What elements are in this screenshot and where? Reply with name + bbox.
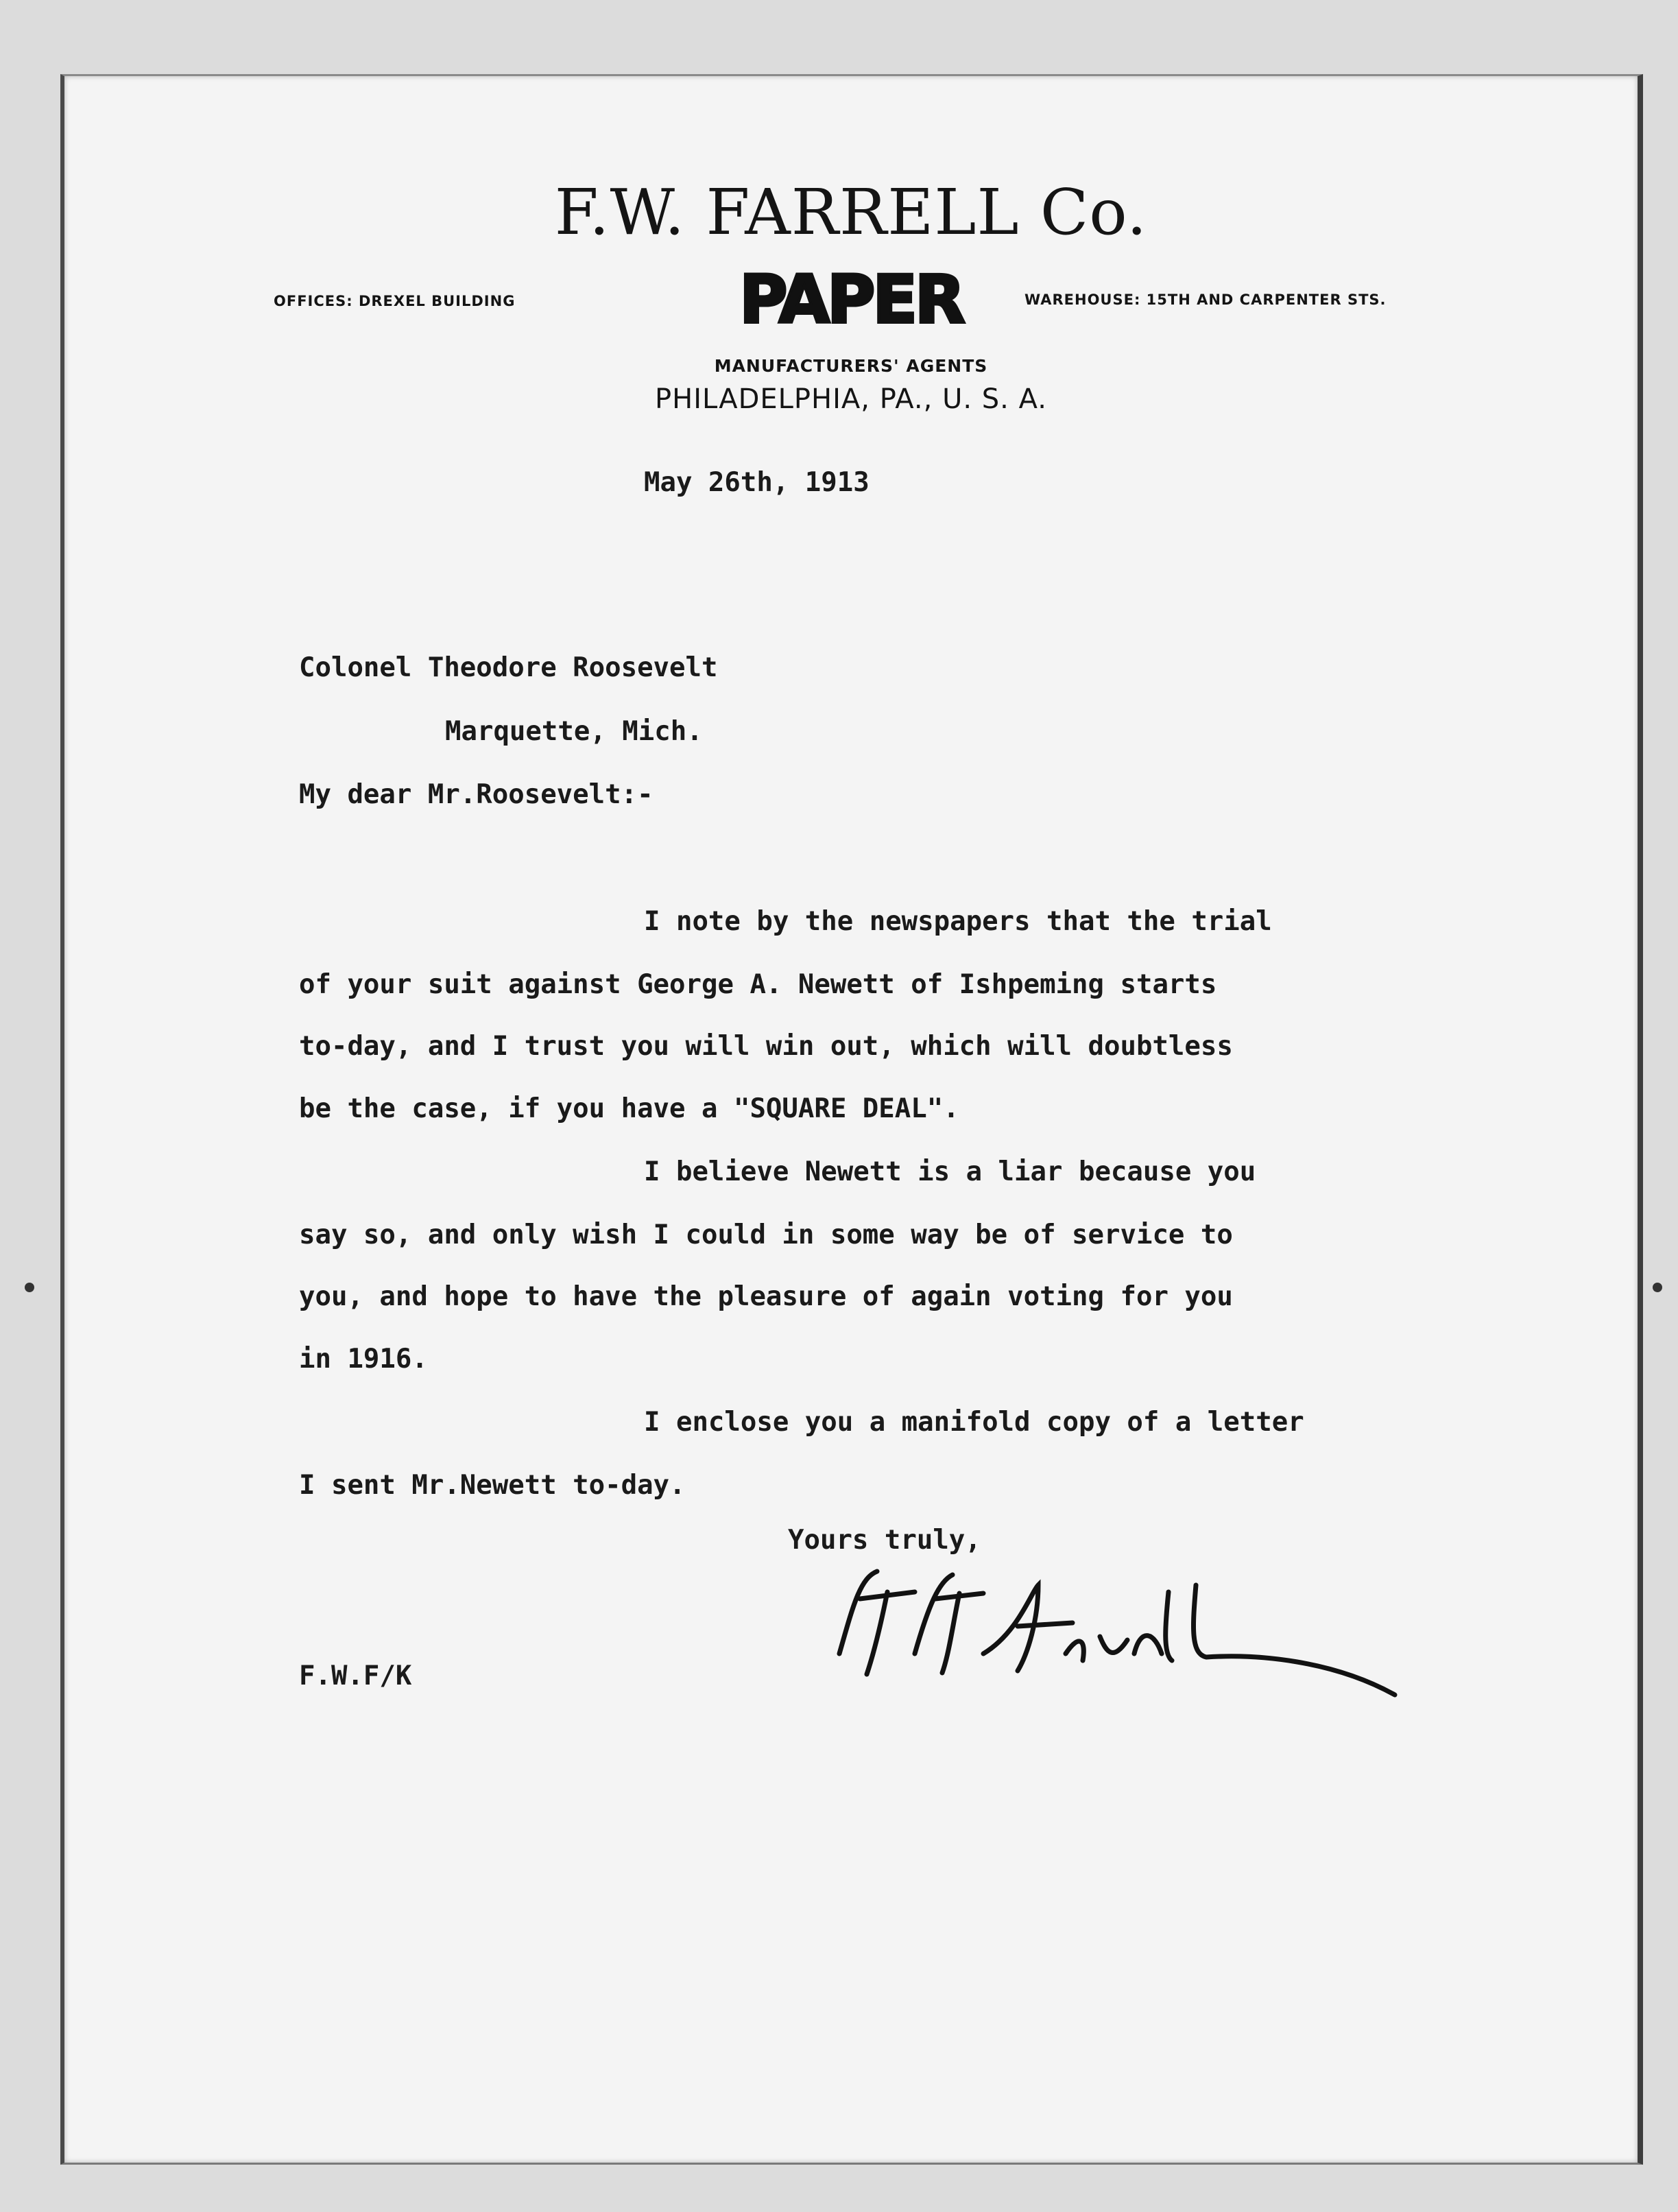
body-line: be the case, if you have a "SQUARE DEAL". (299, 1093, 959, 1124)
salutation: My dear Mr.Roosevelt:- (299, 779, 654, 810)
body-line: I enclose you a manifold copy of a letter (644, 1407, 1304, 1438)
paper-logo: PAPER (739, 261, 963, 338)
signature (812, 1551, 1429, 1715)
body-line: I believe Newett is a liar because you (644, 1156, 1256, 1187)
closing: Yours truly, (788, 1525, 981, 1556)
warehouse-address: WAREHOUSE: 15TH AND CARPENTER STS. (1024, 292, 1387, 308)
body-line: to-day, and I trust you will win out, which will doubtless (299, 1031, 1233, 1062)
body-line: say so, and only wish I could in some way be of service to (299, 1220, 1233, 1250)
body-line: of your suit against George A. Newett of Ishpeming starts (299, 969, 1217, 1000)
body-line: you, and hope to have the pleasure of again voting for you (299, 1281, 1233, 1312)
body-line: I sent Mr.Newett to-day. (299, 1470, 686, 1501)
typist-initials: F.W.F/K (299, 1661, 412, 1691)
punch-hole (25, 1283, 34, 1292)
offices-address: OFFICES: DREXEL BUILDING (274, 293, 516, 309)
body-line: I note by the newspapers that the trial (644, 906, 1272, 937)
city-line: PHILADELPHIA, PA., U. S. A. (655, 383, 1047, 415)
letter-sheet (60, 74, 1643, 2165)
recipient-name: Colonel Theodore Roosevelt (299, 652, 718, 683)
punch-hole (1653, 1283, 1662, 1292)
letter-date: May 26th, 1913 (644, 467, 870, 498)
body-line: in 1916. (299, 1344, 428, 1375)
recipient-location: Marquette, Mich. (445, 716, 703, 747)
agents-line: MANUFACTURERS' AGENTS (714, 356, 988, 376)
company-name: F.W. FARRELL Co. (554, 176, 1148, 249)
